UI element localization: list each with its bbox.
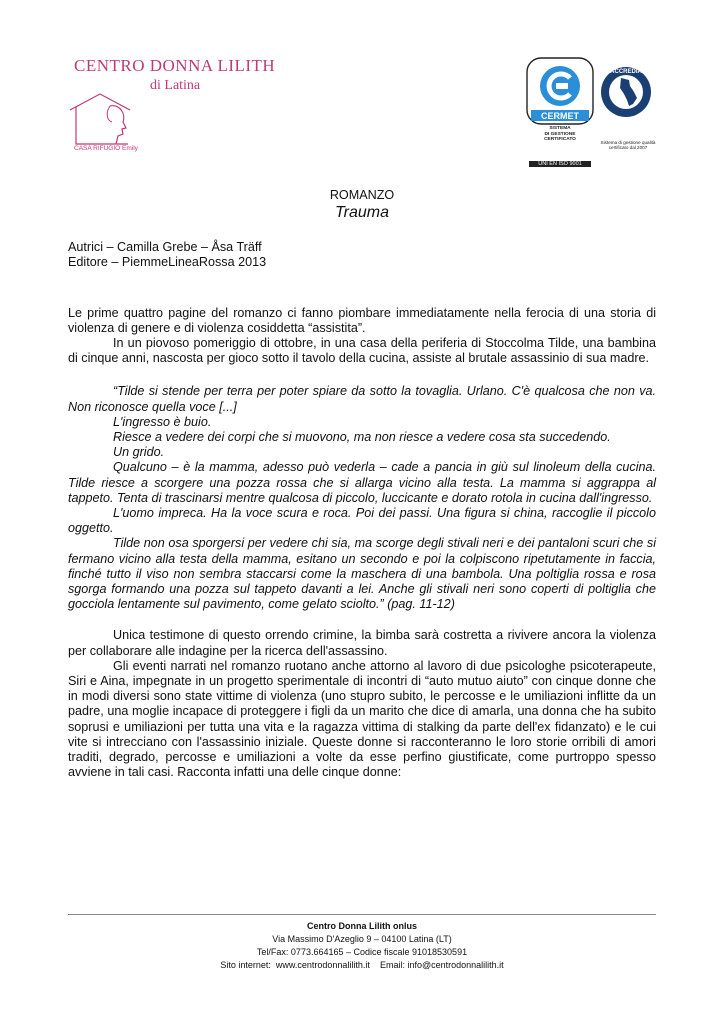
quote-line-6: L'uomo impreca. Ha la voce scura e roca. Poi dei passi. Una figura si china, raccoglie il piccolo oggetto. [68, 506, 656, 536]
iso-standard-label: UNI EN ISO 9001 [529, 161, 591, 167]
certification-logos [525, 56, 665, 176]
shelter-label: CASA RIFUGIO Emily [74, 145, 138, 152]
org-title: CENTRO DONNA LILITH [74, 56, 276, 75]
svg-text:CERMET: CERMET [541, 111, 579, 121]
paragraph-3: Unica testimone di questo orrendo crimine, la bimba sarà costretta a rivivere ancora la violenza per collaborare alle indagine per la ricerca dell'assassino. [68, 628, 656, 658]
article-genre: ROMANZO [329, 188, 395, 202]
footer-contacts: Tel/Fax: 0773.664165 – Codice fiscale 91018530591 [256, 947, 468, 957]
paragraph-intro: Le prime quattro pagine del romanzo ci fanno piombare immediatamente nella ferocia di una storia di violenza di genere e di violenza cosiddetta “assistita”. [68, 305, 656, 335]
quote-line-4: Un grido. [113, 445, 165, 460]
article-title: Trauma [335, 204, 389, 222]
book-authors: Autrici – Camilla Grebe – Åsa Träff [68, 240, 262, 255]
accredia-caption-line1: Sistema di gestione qualità [600, 140, 656, 145]
article [68, 188, 656, 781]
cermet-line3: CERTIFICATO [544, 137, 576, 143]
book-meta [68, 240, 656, 270]
cermet-caption [529, 126, 591, 143]
paragraph-4: Gli eventi narrati nel romanzo ruotano anche attorno al lavoro di due psicologhe psicoterapeute, Siri e Aina, impegnate in un progetto sperimentale di incontri di “auto mutuo aiuto” con cinque donne che in modi diversi sono state vittime di violenza (uno stupro subito, le percosse e le umiliazioni inflitte da un padre, una moglie incapace di proteggere i figli da un marito che dice di amarla, una donna che ha subito soprusi e umiliazioni per tutta una vita e la ragazza vittima di stalking da parte dell'ex fidanzato) e le cui vite si intrecciano con l'assassinio iniziale. Queste donne si racconteranno le loro storie orribili di amori traditi, degrado, percosse e umiliazioni a volte da esse perfino giustificate, come purtroppo spesso avviene in tali casi. Racconta infatti una delle cinque donne: [68, 658, 656, 780]
quote-line-5: Qualcuno – è la mamma, adesso può vederla – cade a pancia in giù sul linoleum della cucina. Tilde riesce a scorgere una pozza rossa che si allarga vicino alla testa. La mamma si aggrappa al tappeto. Tenta di trascinarsi mentre qualcosa di piccolo, luccicante e dorato rotola in cucina dall'ingresso. [68, 460, 656, 505]
house-profile-icon [66, 92, 146, 147]
quote-line-7: Tilde non osa sporgersi per vedere chi sia, ma scorge degli stivali neri e dei pantaloni scuri che si fermano vicino alla testa della mamma, esitano un secondo e poi la colpiscono ripetutamente in faccia, finché tutto il viso non sembra staccarsi come la maschera di una bambola. Una poltiglia rossa e rosa sgorga formando una pozza sul tappeto davanti a lei. Anche gli stivali neri sono coperti di poltiglia che gocciola lentamente sul pavimento, come gelato sciolto.” (pag. 11-12) [68, 536, 656, 612]
cermet-logo-icon [525, 56, 595, 126]
footer-divider [68, 914, 656, 915]
quote-line-3: Riesce a vedere dei corpi che si muovono, ma non riesce a vedere cosa sta succedendo. [113, 430, 611, 445]
cermet-line2: DI GESTIONE [544, 131, 576, 137]
paragraph-2: In un piovoso pomeriggio di ottobre, in una casa della periferia di Stoccolma Tilde, una bambina di cinque anni, nascosta per gioco sotto il tavolo della cucina, assiste al brutale assassinio di sua madre. [68, 336, 656, 366]
article-body [68, 306, 656, 781]
accredia-caption [595, 140, 661, 151]
cermet-line1: SISTEMA [549, 126, 571, 131]
accredia-logo-icon [599, 62, 653, 126]
book-publisher: Editore – PiemmeLineaRossa 2013 [68, 255, 267, 270]
svg-text:ACCREDIA: ACCREDIA [610, 69, 642, 75]
accredia-caption-line2: certificato dal 2007 [608, 145, 648, 151]
page-header [0, 0, 725, 170]
footer-org: Centro Donna Lilith onlus [307, 921, 417, 931]
org-city: di Latina [150, 78, 201, 93]
lilith-logo [66, 50, 306, 160]
footer-web: Sito internet: www.centrodonnalilith.it Email: info@centrodonnalilith.it [220, 960, 504, 970]
quote-line-2: L'ingresso è buio. [113, 414, 212, 429]
quote-line-1: “Tilde si stende per terra per poter spiare da sotto la tovaglia. Urlano. C'è qualcosa che non va. Non riconosce quella voce [...] [68, 384, 656, 414]
footer-address: Via Massimo D'Azeglio 9 – 04100 Latina (LT) [272, 934, 452, 944]
page-footer [68, 920, 656, 972]
